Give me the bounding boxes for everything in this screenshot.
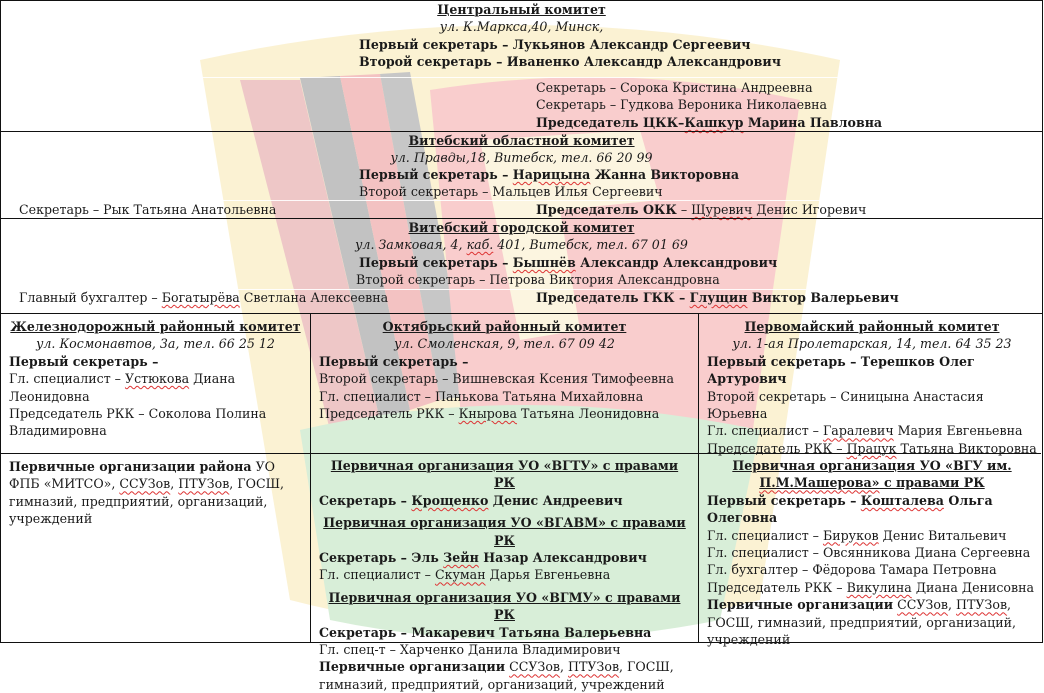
label: Председатель РКК –: [319, 406, 459, 422]
city-first-secretary: [359, 254, 777, 271]
district-grid: [0, 313, 1043, 692]
city-title: Витебский городской комитет: [408, 220, 635, 235]
chairman-name: Марина Павловна: [743, 115, 883, 130]
accountant: Гл. бухгалтер – Фёдорова Тамара Петровна: [707, 562, 997, 578]
regional-title: Витебский областной комитет: [408, 133, 635, 148]
org-title-vgavm: Первичная организация УО «ВГАВМ» с правами РК: [323, 515, 686, 548]
label: Главный бухгалтер –: [19, 290, 162, 305]
regional-secretary: Секретарь – Рык Татьяна Анатольевна: [19, 202, 277, 217]
name: Александр Александрович: [575, 255, 778, 270]
name: Дарья Евгеньевна: [485, 567, 611, 583]
text: ПТУЗов: [956, 597, 1008, 613]
label: Председатель РКК –: [707, 440, 847, 456]
label: Председатель ГКК –: [536, 290, 690, 305]
specialist: Гл. спец-т – Харченко Данила Владимирович: [319, 642, 621, 658]
text: ,: [560, 659, 569, 675]
district-oktyabrsky: [311, 314, 699, 454]
secretary: Секретарь – Макаревич Татьяна Валерьевна: [319, 624, 652, 640]
chairman: Председатель РКК – Соколова Полина Владимировна: [9, 406, 267, 439]
district-pervomaisky: [699, 314, 1041, 454]
regional-committee-section: [0, 131, 1043, 218]
central-address: ул. К.Маркса,40, Минск,: [439, 19, 604, 34]
specialist: [9, 370, 302, 405]
title-part: П.М.Машерова»: [759, 475, 880, 491]
org-title-vgmu: Первичная организация УО «ВГМУ» с правами РК: [328, 589, 681, 623]
surname: Викулина: [846, 579, 912, 595]
city-chairman: [536, 289, 899, 306]
label: Председатель ОКК: [536, 202, 677, 217]
first-secretary: Первый секретарь –: [319, 353, 469, 369]
text: , ГОСШ, гимназий, предприятий, организаций, учреждений: [319, 659, 674, 692]
title-part: с правами РК: [879, 475, 985, 491]
regional-first-secretary: [359, 166, 739, 183]
district-address: ул. 1-ая Пролетарская, 14, тел. 64 35 23: [732, 336, 1012, 352]
first-secretary: Первый секретарь –: [9, 353, 159, 369]
surname: Бируков: [822, 527, 879, 543]
name: Мария Евгеньевна: [893, 423, 1023, 439]
surname: Гаралевич: [822, 423, 894, 439]
district-title: Октябрьский районный комитет: [382, 319, 627, 334]
primary-orgs-text: [9, 458, 302, 528]
name: Жанна Викторовна: [590, 167, 739, 182]
city-second-secretary: Второй секретарь – Петрова Виктория Александровна: [356, 272, 720, 287]
specialist: [319, 566, 690, 583]
central-second-secretary: Второй секретарь – Иваненко Александр Александрович: [359, 54, 781, 69]
second-secretary: Второй секретарь – Вишневская Ксения Тимофеевна: [319, 371, 675, 387]
label: Первичные организации: [707, 597, 894, 613]
label: Первый секретарь –: [707, 492, 861, 508]
surname: Скуман: [434, 567, 486, 583]
secretary: [319, 492, 690, 509]
city-address: [1, 236, 1042, 253]
primary-orgs-right: [699, 454, 1041, 648]
regional-address: ул. Правды,18, Витебск, тел. 66 20 99: [390, 150, 653, 165]
address-part: ул. Замковая, 4,: [355, 237, 467, 252]
district-title: Первомайский районный комитет: [744, 319, 1000, 334]
label: Секретарь – Эль: [319, 550, 444, 566]
surname: Глущин: [689, 290, 748, 305]
name: Диана Леонидовна: [9, 371, 236, 404]
central-secretary-2: Секретарь – Гудкова Вероника Николаевна: [536, 97, 828, 112]
secretary: [319, 549, 690, 566]
label: Гл. специалист –: [319, 567, 435, 583]
dash: –: [676, 202, 692, 217]
name: Татьяна Викторовна: [896, 440, 1037, 456]
text: ССУЗов: [119, 476, 171, 492]
label: Председатель РКК –: [707, 579, 847, 595]
label: Секретарь –: [319, 492, 412, 508]
name: Диана Денисовна: [911, 579, 1034, 595]
label: Гл. специалист –: [707, 527, 823, 543]
surname: Нарицына: [512, 167, 591, 182]
primary-orgs-left: [1, 454, 311, 642]
district-address: ул. Космонавтов, 3а, тел. 66 25 12: [36, 336, 275, 352]
text: , ГОСШ, гимназий, предприятий, организаций, учреждений: [9, 476, 284, 527]
name: Назар Александрович: [478, 550, 647, 566]
name: Денис Игоревич: [752, 202, 867, 217]
address-part: 401, Витебск, тел. 67 01 69: [493, 237, 688, 252]
specialist: [707, 422, 1037, 439]
text: , ГОСШ, гимназий, предприятий, организаций, учреждений: [707, 597, 1017, 648]
chairman-surname: Кашкур: [684, 115, 744, 130]
surname: Щуревич: [691, 202, 753, 217]
name: Светлана Алексеевна: [239, 290, 389, 305]
label: Первый секретарь –: [359, 255, 513, 270]
surname: Кнырова: [458, 406, 517, 422]
chairman: [707, 579, 1037, 596]
text: ,: [170, 476, 179, 492]
city-accountant: [19, 289, 388, 306]
first-secretary: [707, 492, 1037, 527]
chairman-title: Председатель ЦКК–: [536, 115, 685, 130]
second-secretary: Второй секретарь – Синицына Анастасия Юрьевна: [707, 388, 984, 422]
name: Ольга Олеговна: [707, 492, 993, 526]
label: Гл. специалист –: [9, 371, 125, 387]
central-committee-section: [0, 0, 1043, 131]
chairman: [319, 405, 690, 422]
name: Денис Витальевич: [878, 527, 1007, 543]
specialist: [707, 527, 1037, 544]
label: Первичные организации района: [9, 459, 252, 474]
name: Виктор Валерьевич: [747, 290, 899, 305]
regional-chairman: [536, 201, 866, 218]
org-title-vgtu: Первичная организация УО «ВГТУ» с правами РК: [330, 458, 679, 491]
text: УО ФПБ «МИТСО»,: [9, 459, 275, 492]
central-chairman: [536, 114, 882, 131]
label: Первый секретарь –: [359, 167, 513, 182]
surname: Зейн: [443, 550, 479, 566]
name: Денис Андреевич: [488, 492, 623, 508]
name: Татьяна Леонидовна: [516, 406, 660, 422]
district-title: Железнодорожный районный комитет: [10, 319, 301, 334]
text: ССУЗов: [509, 659, 561, 675]
primary-orgs-text: [319, 658, 690, 693]
text: ССУЗов: [897, 597, 949, 613]
text: ,: [948, 597, 957, 613]
district-address: ул. Смоленская, 9, тел. 67 09 42: [394, 336, 615, 352]
district-zheleznodorozhny: [1, 314, 311, 454]
label: Гл. специалист –: [707, 423, 823, 439]
first-secretary: Первый секретарь – Терешков Олег Артурович: [707, 353, 975, 387]
surname: Працук: [846, 440, 897, 456]
central-secretary-1: Секретарь – Сорока Кристина Андреевна: [536, 80, 813, 95]
text: ПТУЗов: [178, 476, 230, 492]
org-title-vgu: [707, 457, 1037, 492]
specialist: Гл. специалист – Овсянникова Диана Сергеевна: [707, 545, 1031, 561]
label: Первичные организации: [319, 659, 506, 675]
surname: Бышнёв: [512, 255, 576, 270]
regional-second-secretary: Второй секретарь – Мальцев Илья Сергеевич: [359, 184, 663, 199]
primary-orgs-middle: [311, 454, 699, 692]
primary-orgs-text: [707, 596, 1037, 648]
central-first-secretary: Первый секретарь – Лукьянов Александр Сергеевич: [359, 37, 751, 52]
specialist: Гл. специалист – Панькова Татьяна Михайловна: [319, 388, 644, 404]
text: ПТУЗов: [568, 659, 620, 675]
central-title: Центральный комитет: [437, 2, 606, 17]
surname: Устюкова: [124, 371, 190, 387]
address-part: каб.: [466, 237, 494, 252]
surname: Крощенко: [411, 492, 489, 508]
city-committee-section: [0, 218, 1043, 313]
divider: [96, 77, 1036, 78]
surname: Богатырёва: [161, 290, 240, 305]
surname: Кошталева: [860, 492, 944, 508]
title-part: Первичная организация УО «ВГУ им.: [732, 458, 1012, 473]
